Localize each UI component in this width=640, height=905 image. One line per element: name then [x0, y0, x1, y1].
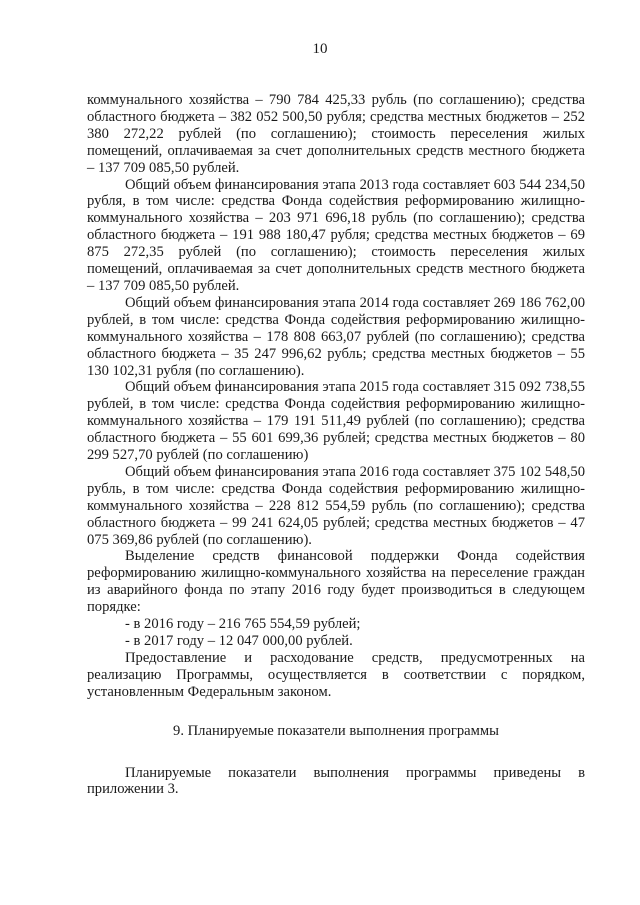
document-body [87, 92, 585, 798]
paragraph-funds-provision: Предоставление и расходование средств, предусмотренных на реализацию Программы, осуществляется в соответствии с порядком, установленным Федеральным законом. [87, 649, 585, 700]
paragraph-stage-2014: Общий объем финансирования этапа 2014 года составляет 269 186 762,00 рублей, в том числе: средства Фонда содействия реформированию жилищно-коммунального хозяйства – 178 808 663,07 рублей (по соглашению); средства областного бюджета – 35 247 996,62 рубль; средства местных бюджетов – 55 130 102,31 рубля (по соглашению). [87, 294, 585, 379]
paragraph-continuation: коммунального хозяйства – 790 784 425,33 рубль (по соглашению); средства областного бюджета – 382 052 500,50 рубля; средства местных бюджетов – 252 380 272,22 рублей (по соглашению); стоимость переселения жилых помещений, оплачиваемая за счет дополнительных средств местного бюджета – 137 709 085,50 рублей. [87, 92, 585, 176]
paragraph-fund-allocation: Выделение средств финансовой поддержки Фонда содействия реформированию жилищно-коммунального хозяйства на переселение граждан из аварийного фонда по этапу 2016 году будет производиться в следующем порядке: [87, 548, 585, 616]
list-item-2017: - в 2017 году – 12 047 000,00 рублей. [125, 633, 353, 649]
paragraph-stage-2013: Общий объем финансирования этапа 2013 года составляет 603 544 234,50 рубля, в том числе: средства Фонда содействия реформированию жилищно-коммунального хозяйства – 203 971 696,18 рубль (по соглашению); средства областного бюджета – 191 988 180,47 рубля; средства местных бюджетов – 69 875 272,35 рублей (по соглашению); стоимость переселения жилых помещений, оплачиваемая за счет дополнительных средств местного бюджета – 137 709 085,50 рублей. [87, 176, 585, 294]
paragraph-stage-2015: Общий объем финансирования этапа 2015 года составляет 315 092 738,55 рублей, в том числе: средства Фонда содействия реформированию жилищно-коммунального хозяйства – 179 191 511,49 рублей (по соглашению); средства областного бюджета – 55 601 699,36 рублей; средства местных бюджетов – 80 299 527,70 рублей (по соглашению) [87, 379, 585, 464]
page-number: 10 [312, 41, 328, 57]
list-item-2016: - в 2016 году – 216 765 554,59 рублей; [125, 616, 361, 633]
paragraph-indicators: Планируемые показатели выполнения программы приведены в приложении 3. [87, 764, 585, 798]
section-heading: 9. Планируемые показатели выполнения программы [173, 722, 499, 739]
paragraph-stage-2016: Общий объем финансирования этапа 2016 года составляет 375 102 548,50 рубль, в том числе: средства Фонда содействия реформированию жилищно-коммунального хозяйства – 228 812 554,59 рубль (по соглашению); средства областного бюджета – 99 241 624,05 рублей; средства местных бюджетов – 47 075 369,86 рублей (по соглашению). [87, 463, 585, 548]
